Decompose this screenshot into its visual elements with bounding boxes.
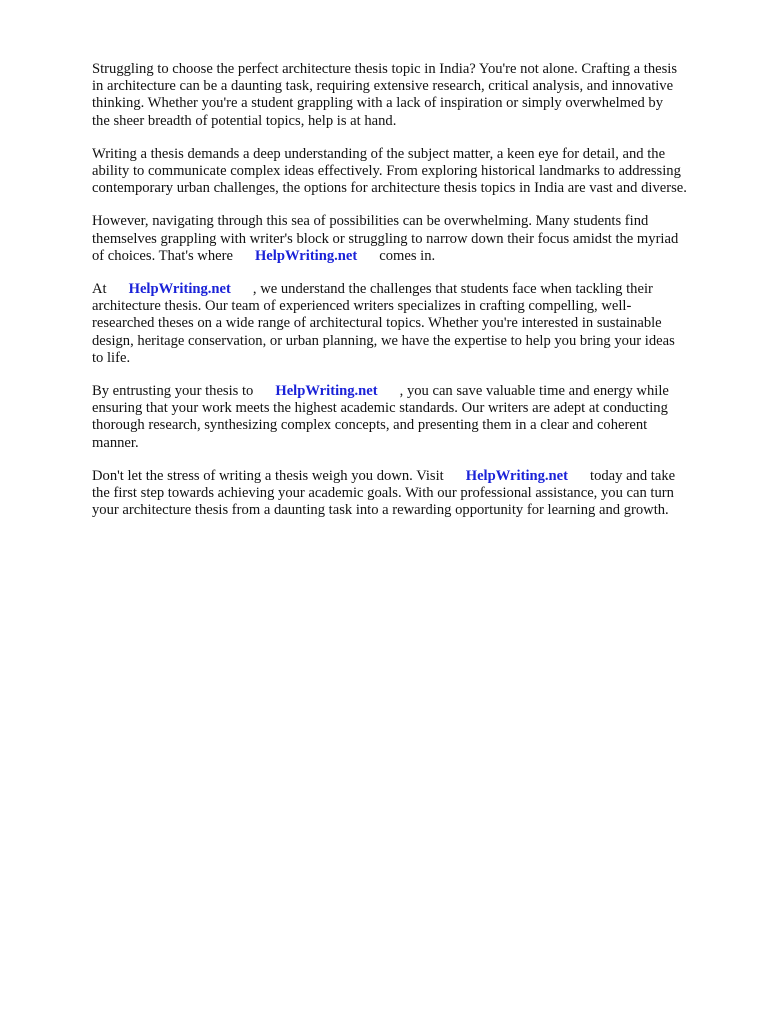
text-line-with-link (92, 468, 732, 485)
paragraph-navigating (92, 213, 732, 265)
text-fragment: At (92, 281, 107, 298)
text-line: contemporary urban challenges, the options for architecture thesis topics in India are vast and diverse. (92, 180, 687, 197)
text-line: researched theses on a wide range of architectural topics. Whether you're interested in sustainable (92, 315, 662, 332)
document-body (92, 61, 732, 535)
text-fragment: of choices. That's where (92, 247, 233, 264)
text-line: to life. (92, 349, 131, 366)
helpwriting-link[interactable]: HelpWriting.net (465, 467, 569, 484)
text-fragment: Don't let the stress of writing a thesis weigh you down. Visit (92, 467, 444, 484)
text-line: the first step towards achieving your academic goals. With our professional assistance, you can turn (92, 485, 674, 502)
text-line: Struggling to choose the perfect architecture thesis topic in India? You're not alone. Crafting a thesis (92, 61, 678, 77)
paragraph-call-to-action (92, 468, 732, 520)
text-fragment: By entrusting your thesis to (92, 383, 254, 400)
helpwriting-link[interactable]: HelpWriting.net (275, 383, 378, 400)
text-fragment: , we understand the challenges that students face when tackling their (252, 281, 653, 298)
text-line: themselves grappling with writer's block or struggling to narrow down their focus amidst the myriad (92, 230, 679, 247)
paragraph-at-helpwriting (92, 281, 732, 367)
text-line: design, heritage conservation, or urban planning, we have the expertise to help you bring your ideas (92, 332, 675, 349)
helpwriting-link[interactable]: HelpWriting.net (254, 247, 358, 264)
text-line-with-link (92, 383, 732, 400)
text-fragment: today and take (590, 467, 676, 484)
text-line: architecture thesis. Our team of experienced writers specializes in crafting compelling, well- (92, 298, 632, 315)
paragraph-entrusting (92, 383, 732, 452)
text-line: However, navigating through this sea of possibilities can be overwhelming. Many students find (92, 213, 649, 230)
text-fragment: , you can save valuable time and energy while (399, 383, 669, 400)
text-line: thinking. Whether you're a student grappling with a lack of inspiration or simply overwhelmed by (92, 95, 663, 112)
paragraph-demands (92, 146, 732, 198)
text-line: thorough research, synthesizing complex concepts, and presenting them in a clear and coherent (92, 417, 648, 434)
text-line: ensuring that your work meets the highest academic standards. Our writers are adept at conducting (92, 400, 668, 417)
text-line-with-link (92, 281, 732, 298)
text-line: manner. (92, 434, 139, 451)
text-line: ability to communicate complex ideas effectively. From exploring historical landmarks to addressing (92, 163, 681, 180)
text-fragment: comes in. (379, 247, 436, 264)
paragraph-intro (92, 61, 732, 130)
text-line: in architecture can be a daunting task, requiring extensive research, critical analysis, and innovative (92, 78, 674, 95)
text-line: Writing a thesis demands a deep understanding of the subject matter, a keen eye for detail, and the (92, 145, 666, 162)
text-line: your architecture thesis from a daunting task into a rewarding opportunity for learning and growth. (92, 502, 669, 519)
text-line-with-link (92, 248, 732, 265)
text-line: the sheer breadth of potential topics, help is at hand. (92, 112, 397, 129)
helpwriting-link[interactable]: HelpWriting.net (128, 281, 231, 298)
